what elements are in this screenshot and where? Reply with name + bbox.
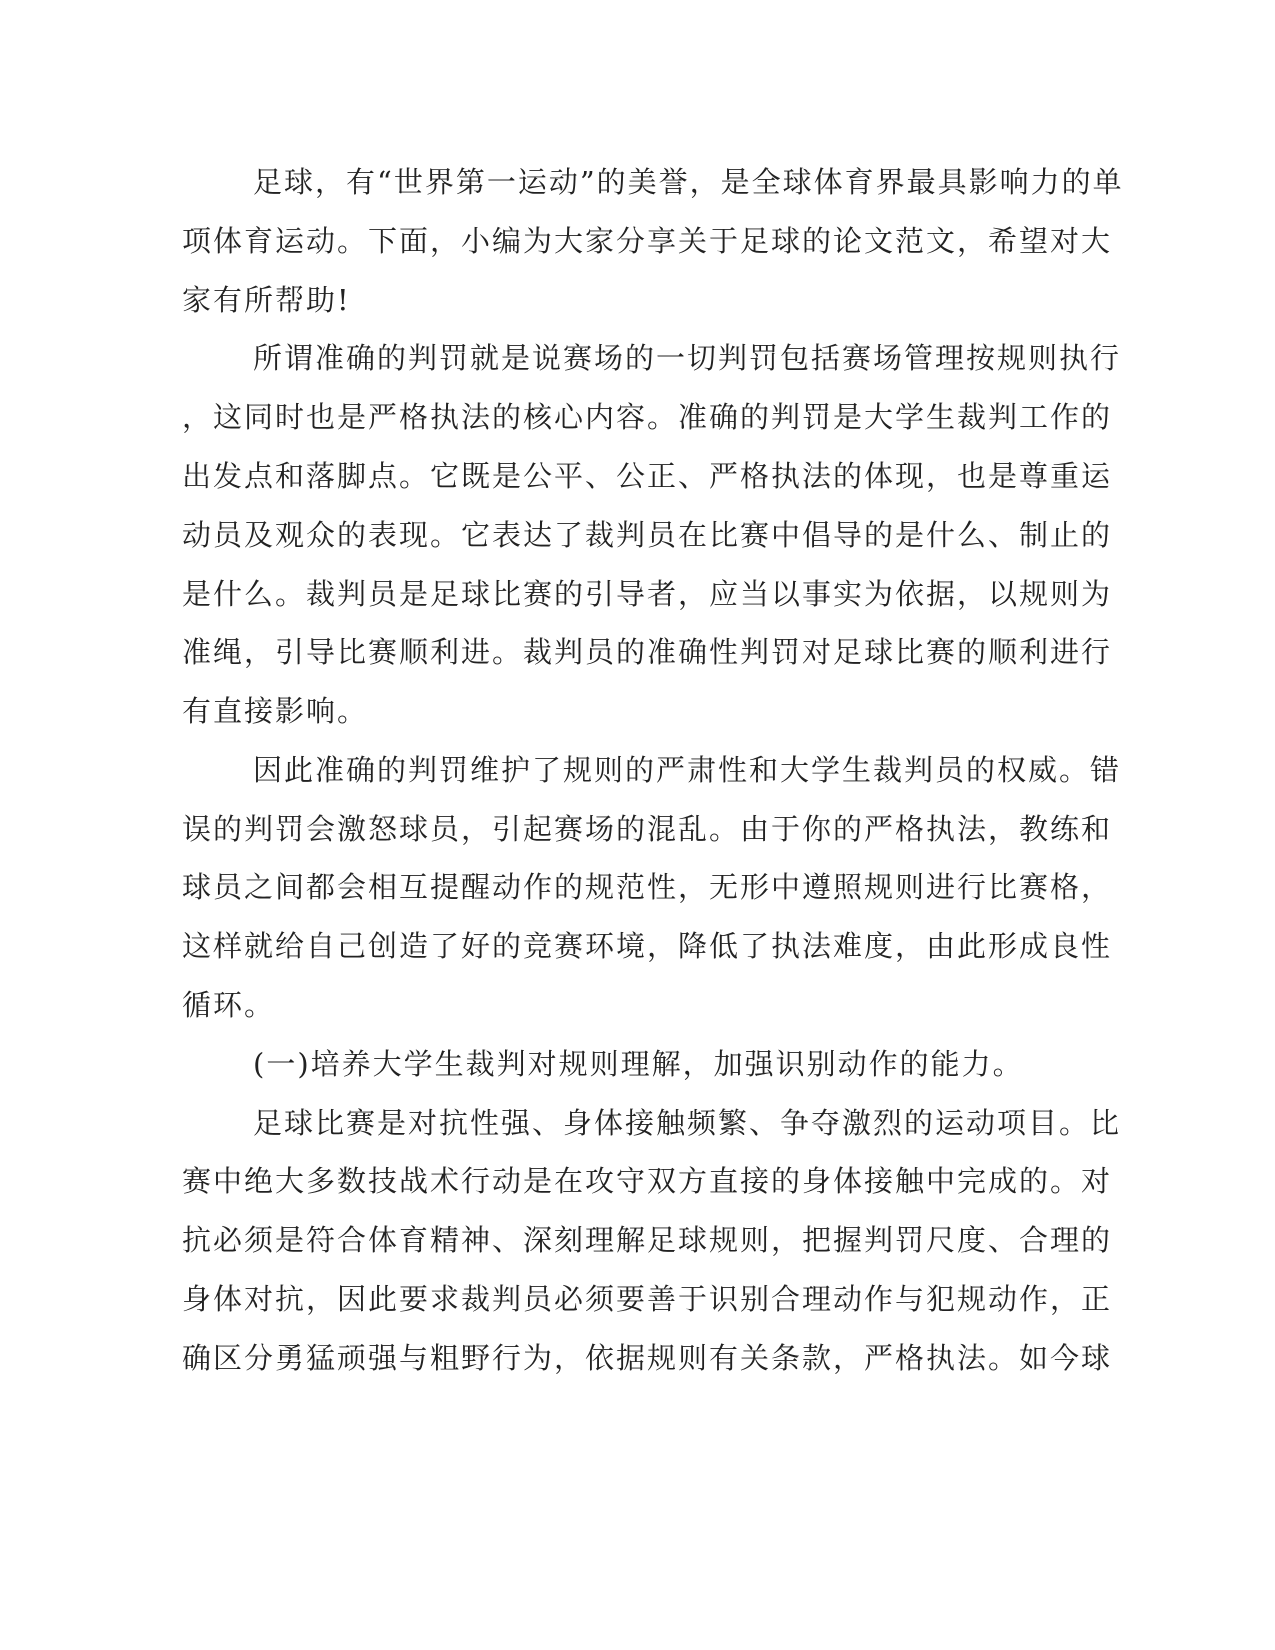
paragraph-3-line-4: 这样就给自己创造了好的竞赛环境，降低了执法难度，由此形成良性	[182, 929, 1113, 963]
paragraph-2-line-2: ，这同时也是严格执法的核心内容。准确的判罚是大学生裁判工作的	[182, 400, 1113, 434]
paragraph-4-line-5: 确区分勇猛顽强与粗野行为，依据规则有关条款，严格执法。如今球	[182, 1341, 1113, 1375]
paragraph-4-line-4: 身体对抗，因此要求裁判员必须要善于识别合理动作与犯规动作，正	[182, 1282, 1113, 1316]
paragraph-4-line-3: 抗必须是符合体育精神、深刻理解足球规则，把握判罚尺度、合理的	[182, 1223, 1113, 1257]
paragraph-3-line-2: 误的判罚会激怒球员，引起赛场的混乱。由于你的严格执法，教练和	[182, 812, 1113, 846]
paragraph-3-line-3: 球员之间都会相互提醒动作的规范性，无形中遵照规则进行比赛格，	[182, 870, 1113, 904]
paragraph-2-line-3: 出发点和落脚点。它既是公平、公正、严格执法的体现，也是尊重运	[182, 459, 1113, 493]
paragraph-2-line-6: 准绳，引导比赛顺利进。裁判员的准确性判罚对足球比赛的顺利进行	[182, 635, 1113, 669]
paragraph-3-line-5: 循环。	[182, 988, 276, 1022]
paragraph-4-line-1: 足球比赛是对抗性强、身体接触频繁、争夺激烈的运动项目。比	[253, 1106, 1122, 1140]
paragraph-1-line-1: 足球，有“世界第一运动”的美誉，是全球体育界最具影响力的单	[253, 165, 1124, 199]
paragraph-4-line-2: 赛中绝大多数技战术行动是在攻守双方直接的身体接触中完成的。对	[182, 1164, 1113, 1198]
paragraph-2-line-5: 是什么。裁判员是足球比赛的引导者，应当以事实为依据，以规则为	[182, 577, 1113, 611]
paragraph-3-line-1: 因此准确的判罚维护了规则的严肃性和大学生裁判员的权威。错	[253, 753, 1122, 787]
section-heading: (一)培养大学生裁判对规则理解，加强识别动作的能力。	[253, 1047, 1024, 1081]
paragraph-2-line-4: 动员及观众的表现。它表达了裁判员在比赛中倡导的是什么、制止的	[182, 518, 1113, 552]
paragraph-2-line-7: 有直接影响。	[182, 694, 369, 728]
paragraph-1-line-3: 家有所帮助!	[182, 283, 351, 317]
paragraph-2-line-1: 所谓准确的判罚就是说赛场的一切判罚包括赛场管理按规则执行	[253, 341, 1122, 375]
paragraph-1-line-2: 项体育运动。下面，小编为大家分享关于足球的论文范文，希望对大	[182, 224, 1113, 258]
